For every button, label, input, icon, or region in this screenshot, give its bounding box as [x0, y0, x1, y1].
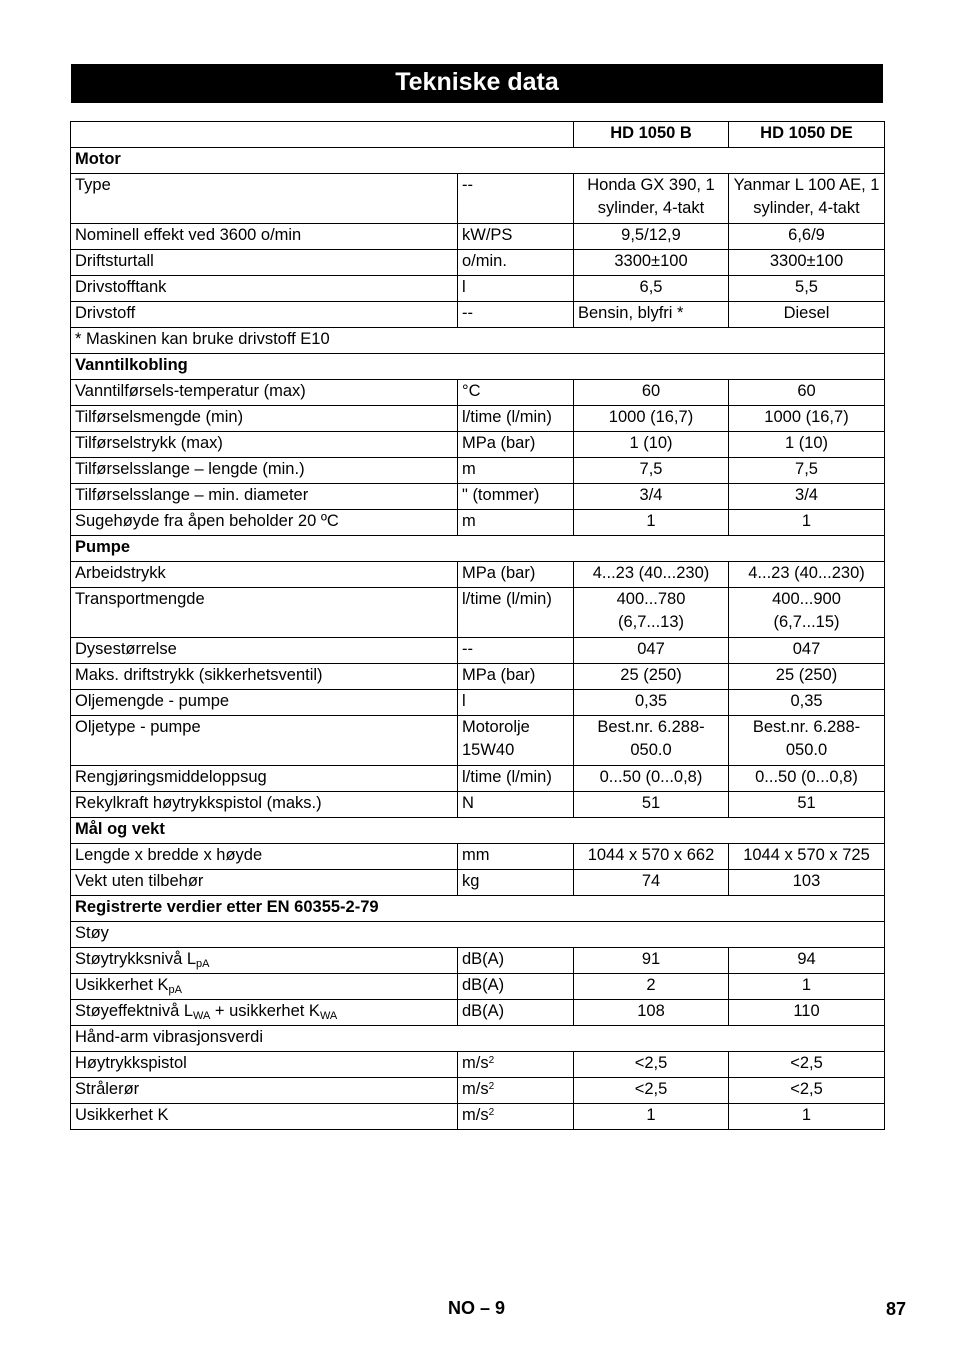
row-value-de: 3/4 [729, 484, 885, 510]
row-value-de: 1 (10) [729, 432, 885, 458]
table-row [71, 716, 885, 766]
row-label: Usikkerhet K [71, 1104, 458, 1130]
table-row [71, 948, 885, 974]
row-value-de: 400...900 (6,7...15) [729, 588, 885, 638]
row-unit: -- [458, 302, 574, 328]
section-row [71, 896, 885, 922]
row-value-de: 25 (250) [729, 664, 885, 690]
row-value-de: 1 [729, 510, 885, 536]
row-label: Type [71, 174, 458, 224]
row-value-b: 2 [574, 974, 729, 1000]
technical-data-table [70, 121, 885, 1130]
row-unit [458, 1078, 574, 1104]
vibration-heading: Hånd-arm vibrasjonsverdi [71, 1026, 885, 1052]
row-unit: m [458, 510, 574, 536]
row-unit: -- [458, 174, 574, 224]
row-unit: dB(A) [458, 1000, 574, 1026]
row-value-b: Honda GX 390, 1 sylinder, 4-takt [574, 174, 729, 224]
table-row [71, 792, 885, 818]
table-row [71, 484, 885, 510]
row-unit [458, 1104, 574, 1130]
row-value-b: Bensin, blyfri * [574, 302, 729, 328]
table-row [71, 1000, 885, 1026]
subheading-row [71, 1026, 885, 1052]
row-unit: l/time (l/min) [458, 588, 574, 638]
row-unit: " (tommer) [458, 484, 574, 510]
row-label: Vekt uten tilbehør [71, 870, 458, 896]
row-unit: °C [458, 380, 574, 406]
page-number: 87 [885, 1299, 906, 1319]
row-unit: mm [458, 844, 574, 870]
row-value-b: 047 [574, 638, 729, 664]
row-value-de: 110 [729, 1000, 885, 1026]
table-row [71, 1104, 885, 1130]
row-value-b: 0...50 (0...0,8) [574, 766, 729, 792]
section-row [71, 536, 885, 562]
row-label: Dysestørrelse [71, 638, 458, 664]
row-unit: o/min. [458, 250, 574, 276]
row-label: Lengde x bredde x høyde [71, 844, 458, 870]
row-unit: kW/PS [458, 224, 574, 250]
row-unit: l/time (l/min) [458, 406, 574, 432]
label-text: Støyeffektnivå L [75, 1002, 194, 1020]
row-unit [458, 1052, 574, 1078]
section-noise: Registrerte verdier etter EN 60355-2-79 [71, 896, 885, 922]
row-value-de: 103 [729, 870, 885, 896]
header-model-b: HD 1050 B [574, 122, 729, 148]
row-unit: MPa (bar) [458, 432, 574, 458]
row-unit: dB(A) [458, 948, 574, 974]
table-row [71, 766, 885, 792]
note-row [71, 328, 885, 354]
row-label: Strålerør [71, 1078, 458, 1104]
table-row [71, 562, 885, 588]
table-row [71, 638, 885, 664]
row-value-b: 1000 (16,7) [574, 406, 729, 432]
row-value-b: 1044 x 570 x 662 [574, 844, 729, 870]
row-value-de: <2,5 [729, 1078, 885, 1104]
label-subscript: WA [319, 1010, 338, 1022]
row-label: Oljetype - pumpe [71, 716, 458, 766]
row-unit: l/time (l/min) [458, 766, 574, 792]
section-row [71, 354, 885, 380]
row-value-b: 3300±100 [574, 250, 729, 276]
row-unit: kg [458, 870, 574, 896]
row-value-b: 6,5 [574, 276, 729, 302]
row-value-de: 5,5 [729, 276, 885, 302]
row-value-b: 108 [574, 1000, 729, 1026]
row-value-b: 400...780 (6,7...13) [574, 588, 729, 638]
section-row [71, 148, 885, 174]
row-value-de: 1 [729, 1104, 885, 1130]
unit-superscript: 2 [488, 1055, 495, 1066]
table-row [71, 250, 885, 276]
row-value-b: 0,35 [574, 690, 729, 716]
noise-heading: Støy [71, 922, 885, 948]
row-value-b: 7,5 [574, 458, 729, 484]
table-row [71, 510, 885, 536]
label-text: + usikkerhet K [210, 1002, 320, 1020]
row-value-b: 3/4 [574, 484, 729, 510]
table-row [71, 406, 885, 432]
row-value-de: 1 [729, 974, 885, 1000]
row-value-b: 4...23 (40...230) [574, 562, 729, 588]
section-row [71, 818, 885, 844]
section-pump: Pumpe [71, 536, 885, 562]
unit-superscript: 2 [488, 1107, 495, 1118]
table-row [71, 458, 885, 484]
table-row [71, 380, 885, 406]
table-row [71, 664, 885, 690]
row-value-b: 9,5/12,9 [574, 224, 729, 250]
row-value-b: 91 [574, 948, 729, 974]
table-row [71, 1052, 885, 1078]
row-value-de: 1044 x 570 x 725 [729, 844, 885, 870]
row-label: Sugehøyde fra åpen beholder 20 ºC [71, 510, 458, 536]
label-subscript: pA [168, 984, 182, 996]
label-text: Støytrykksnivå L [75, 950, 197, 968]
row-value-b: 1 [574, 1104, 729, 1130]
table-row [71, 870, 885, 896]
row-label: Driftsturtall [71, 250, 458, 276]
table-row [71, 588, 885, 638]
row-value-b: <2,5 [574, 1078, 729, 1104]
table-row [71, 974, 885, 1000]
row-value-b: 74 [574, 870, 729, 896]
row-unit: dB(A) [458, 974, 574, 1000]
row-label: Oljemengde - pumpe [71, 690, 458, 716]
row-unit: MPa (bar) [458, 562, 574, 588]
label-subscript: WA [193, 1010, 211, 1022]
row-label [71, 974, 458, 1000]
table-row [71, 224, 885, 250]
row-value-de: 0...50 (0...0,8) [729, 766, 885, 792]
unit-text: m/s [462, 1054, 489, 1072]
footer-section-label: NO – 9 [448, 1298, 506, 1318]
row-value-b: <2,5 [574, 1052, 729, 1078]
row-label [71, 1000, 458, 1026]
row-value-de: 3300±100 [729, 250, 885, 276]
section-motor: Motor [71, 148, 885, 174]
section-dimensions: Mål og vekt [71, 818, 885, 844]
table-row [71, 690, 885, 716]
row-unit: -- [458, 638, 574, 664]
row-value-de: 51 [729, 792, 885, 818]
row-value-b: 51 [574, 792, 729, 818]
row-value-de: 60 [729, 380, 885, 406]
row-label: Rengjøringsmiddeloppsug [71, 766, 458, 792]
row-value-b: 60 [574, 380, 729, 406]
row-value-de: 7,5 [729, 458, 885, 484]
row-label: Arbeidstrykk [71, 562, 458, 588]
table-row [71, 844, 885, 870]
row-value-de: Diesel [729, 302, 885, 328]
row-unit: N [458, 792, 574, 818]
row-value-de: 6,6/9 [729, 224, 885, 250]
table-header-row [71, 122, 885, 148]
header-model-de: HD 1050 DE [729, 122, 885, 148]
unit-text: m/s [462, 1106, 489, 1124]
row-value-de: 0,35 [729, 690, 885, 716]
row-label [71, 948, 458, 974]
row-unit: Motorolje 15W40 [458, 716, 574, 766]
row-label: Rekylkraft høytrykkspistol (maks.) [71, 792, 458, 818]
section-water: Vanntilkobling [71, 354, 885, 380]
row-label: Vanntilførsels-temperatur (max) [71, 380, 458, 406]
row-value-b: 1 [574, 510, 729, 536]
row-value-b: 25 (250) [574, 664, 729, 690]
table-row [71, 174, 885, 224]
row-value-de: 047 [729, 638, 885, 664]
row-value-de: 1000 (16,7) [729, 406, 885, 432]
page-title: Tekniske data [71, 64, 883, 103]
row-label: Drivstofftank [71, 276, 458, 302]
table-row [71, 432, 885, 458]
row-unit: l [458, 690, 574, 716]
label-subscript: pA [196, 958, 210, 970]
row-value-de: 94 [729, 948, 885, 974]
table-row [71, 302, 885, 328]
row-value-de: Best.nr. 6.288-050.0 [729, 716, 885, 766]
row-value-b: 1 (10) [574, 432, 729, 458]
row-label: Tilførselsmengde (min) [71, 406, 458, 432]
row-unit: m [458, 458, 574, 484]
label-text: Usikkerhet K [75, 976, 169, 994]
row-label: Drivstoff [71, 302, 458, 328]
row-label: Tilførselsslange – min. diameter [71, 484, 458, 510]
table-row [71, 1078, 885, 1104]
row-value-de: Yanmar L 100 AE, 1 sylinder, 4-takt [729, 174, 885, 224]
table-row [71, 276, 885, 302]
subheading-row [71, 922, 885, 948]
row-value-de: <2,5 [729, 1052, 885, 1078]
row-label: Høytrykkspistol [71, 1052, 458, 1078]
row-unit: l [458, 276, 574, 302]
row-label: Transportmengde [71, 588, 458, 638]
row-label: Tilførselstrykk (max) [71, 432, 458, 458]
row-label: Nominell effekt ved 3600 o/min [71, 224, 458, 250]
unit-superscript: 2 [488, 1081, 495, 1092]
unit-text: m/s [462, 1080, 489, 1098]
fuel-note: * Maskinen kan bruke drivstoff E10 [71, 328, 885, 354]
row-unit: MPa (bar) [458, 664, 574, 690]
row-label: Tilførselsslange – lengde (min.) [71, 458, 458, 484]
row-label: Maks. driftstrykk (sikkerhetsventil) [71, 664, 458, 690]
header-empty-cell [71, 122, 574, 148]
row-value-de: 4...23 (40...230) [729, 562, 885, 588]
row-value-b: Best.nr. 6.288-050.0 [574, 716, 729, 766]
